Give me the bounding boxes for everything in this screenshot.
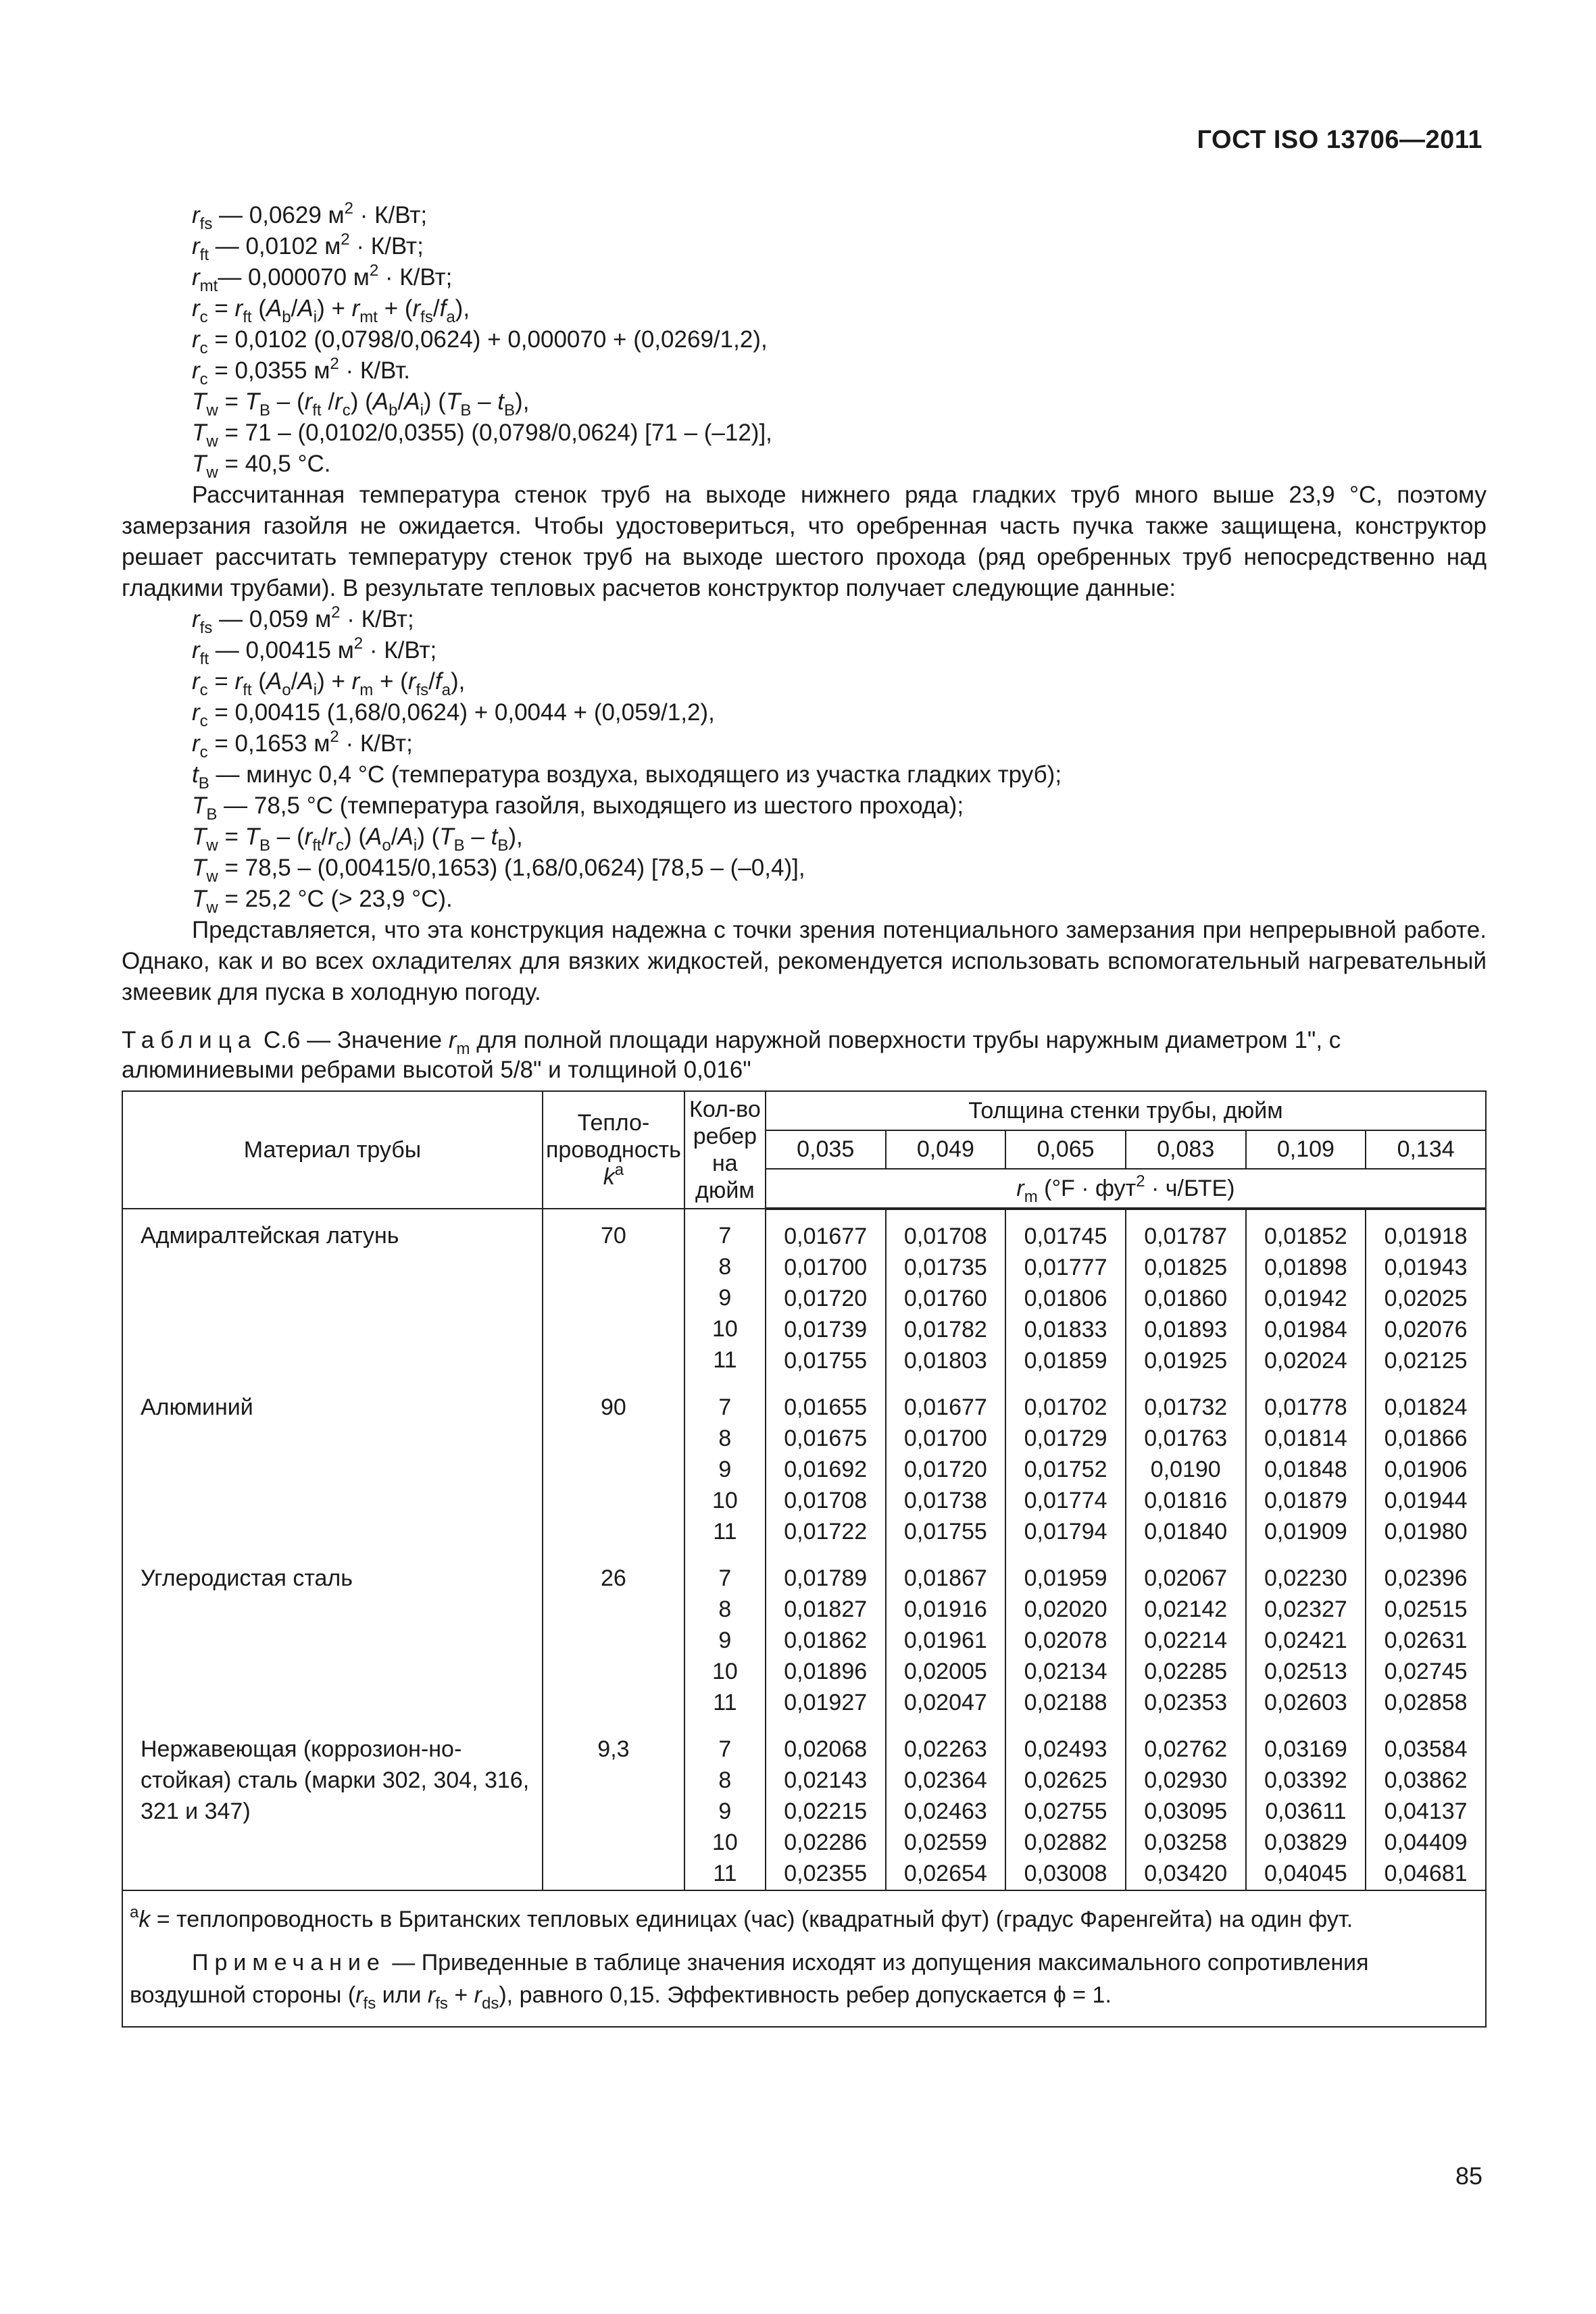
value-cell <box>1246 1381 1366 1548</box>
value: 0,01906 <box>1384 1457 1468 1482</box>
value: 0,01782 <box>903 1317 987 1342</box>
equation-line: $T_w = 40,5$ °С. <box>192 451 331 482</box>
value: 0,02755 <box>1024 1799 1107 1824</box>
value: 0,02327 <box>1264 1596 1347 1622</box>
value: 0,01708 <box>784 1488 868 1513</box>
fins-value: 9 <box>718 1285 732 1311</box>
fins-value: 9 <box>718 1457 732 1482</box>
fins-value: 7 <box>718 1736 732 1762</box>
fins-value: 7 <box>718 1223 732 1249</box>
value: 0,01859 <box>1024 1348 1107 1374</box>
value: 0,03392 <box>1264 1767 1347 1793</box>
value: 0,02745 <box>1384 1659 1468 1684</box>
equation-line: $T_w = 78,5 - (0,00415/0,1653)$ (1,68/0,0624) [78,5 – (–0,4)], <box>192 855 805 886</box>
value: 0,02882 <box>1024 1830 1107 1855</box>
value: 0,01655 <box>784 1394 868 1420</box>
value-cell <box>1005 1209 1126 1377</box>
value: 0,03584 <box>1384 1736 1468 1762</box>
conductivity-cell: 90 <box>543 1381 684 1548</box>
value-cell <box>766 1552 886 1719</box>
value: 0,02421 <box>1264 1628 1347 1653</box>
equation-line: $r_c = 0,00415$ (1,68/0,0624) + 0,0044 + (0,059/1,2), <box>192 699 715 730</box>
paragraph: Представляется, что эта конструкция надежна с точки зрения потенциального замерзания при непрерывной работе. Однако, как и во всех охладителях для вязких жидкостей, рекомендуется использовать вспомогательный нагревательный змеевик для пуска в холодную погоду. <box>122 917 1487 1005</box>
table-footnote: $^a$k = теплопроводность в Британских тепловых единицах (час) (квадратный фут) (градус Фаренгейта) на один фут. <box>130 1903 1353 1932</box>
value: 0,02762 <box>1144 1736 1228 1762</box>
value: 0,01739 <box>784 1317 868 1342</box>
fins-cell <box>684 1209 766 1377</box>
value: 0,04137 <box>1384 1799 1468 1824</box>
data-table <box>122 1090 1487 2028</box>
equation-line: $r_{fs}$ — 0,0629 $м^2 \cdot К/Вт$; <box>192 199 428 233</box>
value: 0,02068 <box>784 1736 868 1762</box>
fins-value: 9 <box>718 1628 732 1653</box>
value: 0,01980 <box>1384 1519 1468 1544</box>
value: 0,03095 <box>1144 1799 1228 1824</box>
equation-line: $r_c = 0,0355$ $м^2 \cdot К/Вт$. <box>192 355 411 388</box>
value: 0,02285 <box>1144 1659 1228 1684</box>
value: 0,02047 <box>903 1690 987 1715</box>
value: 0,02067 <box>1144 1565 1228 1591</box>
fins-value: 8 <box>718 1254 732 1280</box>
value: 0,02020 <box>1024 1596 1107 1622</box>
table-header-row <box>122 1091 1486 1130</box>
equation-line: $r_c = 0,1653$ $м^2 \cdot К/Вт$; <box>192 728 413 761</box>
value: 0,02025 <box>1384 1286 1468 1311</box>
value: 0,02353 <box>1144 1690 1228 1715</box>
value-cell <box>1246 1209 1366 1377</box>
fins-value: 10 <box>712 1316 738 1342</box>
value: 0,01735 <box>903 1255 987 1280</box>
value: 0,01702 <box>1024 1394 1107 1420</box>
table-row <box>122 1552 1486 1719</box>
value: 0,02364 <box>903 1767 987 1793</box>
header-thickness: 0,035 <box>766 1130 886 1169</box>
equation-line: $r_{ft}$ — 0,00415 $м^2 \cdot К/Вт$; <box>192 634 437 668</box>
value: 0,01848 <box>1264 1457 1347 1482</box>
equation-line: $T_w = 25,2$ °С (> 23,9 °С). <box>192 886 453 917</box>
value: 0,01777 <box>1024 1255 1107 1280</box>
value-cell <box>886 1723 1006 1890</box>
value: 0,01959 <box>1024 1565 1107 1591</box>
value: 0,02143 <box>784 1767 868 1793</box>
value: 0,02625 <box>1024 1767 1107 1793</box>
table-note: Примечание — Приведенные в таблице значения исходят из допущения максимального сопротивления воздушной стороны ($r_{fs}$ или $r_{fs} + r_{ds}$), равного 0,15. Эффективность ребер допускается ϕ = 1. <box>130 1950 1369 2013</box>
fins-value: 10 <box>712 1659 738 1684</box>
value: 0,02188 <box>1024 1690 1107 1715</box>
value: 0,02858 <box>1384 1690 1468 1715</box>
table-group <box>122 1723 1486 1890</box>
value: 0,02396 <box>1384 1565 1468 1591</box>
equation-line: $r_{fs}$ — 0,059 $м^2 \cdot К/Вт$; <box>192 603 414 637</box>
value: 0,02515 <box>1384 1596 1468 1622</box>
value: 0,02631 <box>1384 1628 1468 1653</box>
value: 0,01789 <box>784 1565 868 1591</box>
fins-value: 10 <box>712 1830 738 1855</box>
value: 0,01943 <box>1384 1255 1468 1280</box>
fins-value: 8 <box>718 1767 732 1793</box>
value: 0,03169 <box>1264 1736 1347 1762</box>
value: 0,01806 <box>1024 1286 1107 1311</box>
value: 0,01722 <box>784 1519 868 1544</box>
value: 0,0190 <box>1150 1457 1221 1482</box>
equation-line: $T_w = 71 - (0,0102/0,0355)$ (0,0798/0,0624) [71 – (–12)], <box>192 420 772 451</box>
table-group <box>122 1552 1486 1723</box>
value-cell <box>1126 1381 1246 1548</box>
value: 0,01763 <box>1144 1426 1228 1451</box>
table-caption: Таблица С.6 — Значение $r_m$ для полной площади наружной поверхности трубы наружным диаметром 1", с алюминиевыми ребрами высотой 5/8" и толщиной 0,016" <box>122 1027 1341 1083</box>
value: 0,01925 <box>1144 1348 1228 1374</box>
header-thickness: 0,065 <box>1005 1130 1126 1169</box>
value: 0,01866 <box>1384 1426 1468 1451</box>
equation-line: $T_w = T_B - (r_{ft}/r_c)$ $(A_o/A_i)$ $(T_B - t_B)$, <box>192 824 523 855</box>
value: 0,01825 <box>1144 1255 1228 1280</box>
value: 0,01898 <box>1264 1255 1347 1280</box>
value-cell <box>766 1209 886 1377</box>
value: 0,03611 <box>1265 1799 1347 1824</box>
fins-value: 8 <box>718 1596 732 1622</box>
value: 0,02076 <box>1384 1317 1468 1342</box>
fins-value: 11 <box>713 1347 737 1373</box>
value: 0,01918 <box>1384 1224 1468 1249</box>
value-cell <box>1246 1723 1366 1890</box>
value: 0,01755 <box>784 1348 868 1374</box>
value: 0,02024 <box>1264 1348 1347 1374</box>
value: 0,01675 <box>784 1426 868 1451</box>
value-cell <box>1005 1552 1126 1719</box>
fins-value: 11 <box>713 1861 737 1886</box>
value: 0,01879 <box>1264 1488 1347 1513</box>
equation-line: $T_B$ — 78,5 °С (температура газойля, выходящего из шестого прохода); <box>192 793 964 824</box>
table-row <box>122 1381 1486 1548</box>
value-cell <box>1366 1552 1486 1719</box>
value: 0,03862 <box>1384 1767 1468 1793</box>
material-cell: Углеродистая сталь <box>122 1552 543 1719</box>
value-cell <box>1366 1209 1486 1377</box>
value-cell <box>1246 1552 1366 1719</box>
value: 0,02355 <box>784 1861 868 1886</box>
value: 0,01909 <box>1264 1519 1347 1544</box>
equation-line: $T_w = T_B - (r_{ft}$ $/r_c$) $(A_b/A_i)$ $(T_B - t_B)$, <box>192 388 530 420</box>
fins-value: 11 <box>713 1519 737 1544</box>
value-cell <box>1366 1381 1486 1548</box>
table-notes <box>122 1890 1486 2027</box>
value: 0,01896 <box>784 1659 868 1684</box>
value: 0,01732 <box>1144 1394 1228 1420</box>
value: 0,02263 <box>903 1736 987 1762</box>
value: 0,01778 <box>1264 1394 1347 1420</box>
value: 0,04681 <box>1384 1861 1468 1886</box>
fins-value: 9 <box>718 1799 732 1824</box>
header-material: Материал трубы <box>122 1091 543 1209</box>
value-cell <box>1366 1723 1486 1890</box>
table-row <box>122 1209 1486 1377</box>
value: 0,02134 <box>1024 1659 1107 1684</box>
value-cell <box>1126 1723 1246 1890</box>
fins-cell <box>684 1723 766 1890</box>
value: 0,01677 <box>784 1224 868 1249</box>
value: 0,01752 <box>1024 1457 1107 1482</box>
value: 0,01803 <box>903 1348 987 1374</box>
fins-cell <box>684 1381 766 1548</box>
value: 0,03008 <box>1024 1861 1107 1886</box>
value: 0,01720 <box>903 1457 987 1482</box>
value: 0,02493 <box>1024 1736 1107 1762</box>
fins-value: 10 <box>712 1488 738 1513</box>
value: 0,01720 <box>784 1286 868 1311</box>
fins-value: 7 <box>718 1565 732 1591</box>
value: 0,01729 <box>1024 1426 1107 1451</box>
value: 0,02230 <box>1264 1565 1347 1591</box>
equation-line: $r_c = r_{ft}$ $(A_o/A_i) + r_m + (r_{fs}/f_a)$, <box>192 668 466 699</box>
value-cell <box>886 1552 1006 1719</box>
value: 0,01755 <box>903 1519 987 1544</box>
conductivity-cell: 26 <box>543 1552 684 1719</box>
value: 0,01916 <box>903 1596 987 1622</box>
value: 0,01692 <box>784 1457 868 1482</box>
header-thickness: 0,049 <box>886 1130 1006 1169</box>
value: 0,02930 <box>1144 1767 1228 1793</box>
value: 0,03258 <box>1144 1830 1228 1855</box>
fins-cell <box>684 1552 766 1719</box>
value: 0,02603 <box>1264 1690 1347 1715</box>
conductivity-cell: 70 <box>543 1209 684 1377</box>
conductivity-cell: 9,3 <box>543 1723 684 1890</box>
value: 0,01984 <box>1264 1317 1347 1342</box>
header-conductivity: Тепло-проводность $k^a$ <box>543 1091 684 1209</box>
value-cell <box>886 1381 1006 1548</box>
header-fins-per-inch: Кол-во ребер на дюйм <box>684 1091 766 1209</box>
value: 0,02559 <box>903 1830 987 1855</box>
value: 0,01760 <box>903 1286 987 1311</box>
header-thickness: 0,083 <box>1126 1130 1246 1169</box>
value: 0,02142 <box>1144 1596 1228 1622</box>
value: 0,02513 <box>1264 1659 1347 1684</box>
value: 0,01862 <box>784 1628 868 1653</box>
fins-value: 8 <box>718 1426 732 1451</box>
value: 0,02005 <box>903 1659 987 1684</box>
document-header: ГОСТ ISO 13706—2011 <box>1197 126 1482 154</box>
table-row <box>122 1723 1486 1890</box>
value: 0,01700 <box>784 1255 868 1280</box>
value-cell <box>1005 1381 1126 1548</box>
value: 0,01745 <box>1024 1224 1107 1249</box>
value-cell <box>1005 1723 1126 1890</box>
equation-line: $r_{mt}—$ 0,000070 $м^2 \cdot К/Вт$; <box>192 261 453 295</box>
page-number: 85 <box>1455 2162 1482 2190</box>
value: 0,02463 <box>903 1799 987 1824</box>
value: 0,01738 <box>903 1488 987 1513</box>
value: 0,04045 <box>1264 1861 1347 1886</box>
value: 0,01942 <box>1264 1286 1347 1311</box>
value: 0,01816 <box>1144 1488 1228 1513</box>
value: 0,02215 <box>784 1799 868 1824</box>
value: 0,01852 <box>1264 1224 1347 1249</box>
value: 0,01708 <box>903 1224 987 1249</box>
value-cell <box>1126 1552 1246 1719</box>
value: 0,01927 <box>784 1690 868 1715</box>
value-cell <box>766 1381 886 1548</box>
header-thickness: 0,134 <box>1366 1130 1486 1169</box>
value: 0,01840 <box>1144 1519 1228 1544</box>
value: 0,02125 <box>1384 1348 1468 1374</box>
header-units: $r_m$ (°F · фут$^2$ · ч/БТЕ) <box>766 1169 1486 1209</box>
material-cell: Адмиралтейская латунь <box>122 1209 543 1377</box>
page-content <box>122 200 1487 2028</box>
equation-line: $r_{ft}$ — 0,0102 $м^2 \cdot К/Вт$; <box>192 230 424 264</box>
value: 0,01961 <box>903 1628 987 1653</box>
value: 0,01794 <box>1024 1519 1107 1544</box>
value: 0,01867 <box>903 1565 987 1591</box>
value: 0,01827 <box>784 1596 868 1622</box>
value: 0,03420 <box>1144 1861 1228 1886</box>
table-group <box>122 1209 1486 1381</box>
paragraph: Рассчитанная температура стенок труб на выходе нижнего ряда гладких труб много выше 23,9 °С, поэтому замерзания газойля не ожидается. Чтобы удостовериться, что оребренная часть пучка также защищена, конструктор решает рассчитать температуру стенок труб на выходе шестого прохода (ряд оребренных труб непосредственно над гладкими трубами). В результате тепловых расчетов конструктор получает следующие данные: <box>122 482 1487 601</box>
value: 0,01787 <box>1144 1224 1228 1249</box>
table-group <box>122 1381 1486 1552</box>
header-thickness: 0,109 <box>1246 1130 1366 1169</box>
value: 0,04409 <box>1384 1830 1468 1855</box>
fins-value: 7 <box>718 1394 732 1420</box>
value: 0,02286 <box>784 1830 868 1855</box>
value: 0,01700 <box>903 1426 987 1451</box>
header-wall-thickness: Толщина стенки трубы, дюйм <box>766 1091 1486 1130</box>
value: 0,01893 <box>1144 1317 1228 1342</box>
value: 0,01944 <box>1384 1488 1468 1513</box>
value: 0,01833 <box>1024 1317 1107 1342</box>
table-notes-row <box>122 1890 1486 2027</box>
value: 0,01824 <box>1384 1394 1468 1420</box>
equation-line: $t_B$ — минус 0,4 °С (температура воздуха, выходящего из участка гладких труб); <box>192 761 1062 793</box>
value: 0,01814 <box>1264 1426 1347 1451</box>
material-cell: Нержавеющая (коррозион-но-стойкая) сталь (марки 302, 304, 316, 321 и 347) <box>122 1723 543 1890</box>
value: 0,02214 <box>1144 1628 1228 1653</box>
value: 0,01860 <box>1144 1286 1228 1311</box>
value: 0,01677 <box>903 1394 987 1420</box>
value: 0,02078 <box>1024 1628 1107 1653</box>
value: 0,01774 <box>1024 1488 1107 1513</box>
fins-value: 11 <box>713 1690 737 1715</box>
value-cell <box>766 1723 886 1890</box>
value-cell <box>886 1209 1006 1377</box>
material-cell: Алюминий <box>122 1381 543 1548</box>
value: 0,02654 <box>903 1861 987 1886</box>
equation-line: $r_c = 0,0102$ (0,0798/0,0624) + 0,000070 + (0,0269/1,2), <box>192 326 768 357</box>
value-cell <box>1126 1209 1246 1377</box>
equation-line: $r_c = r_{ft}$ $(A_b/A_i) + r_{mt} + (r_{fs}/f_a)$, <box>192 295 470 326</box>
value: 0,03829 <box>1264 1830 1347 1855</box>
